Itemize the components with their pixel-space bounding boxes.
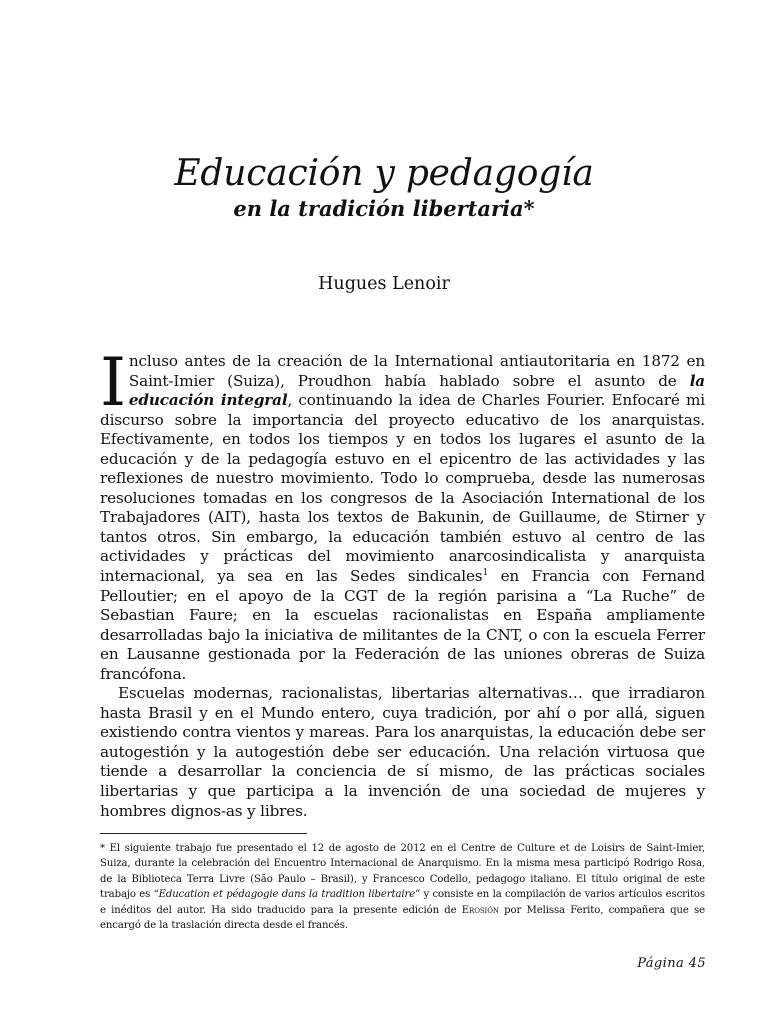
footnote-text-a: * El siguiente trabajo fue presentado el 12 de agosto de 2012 en el Centre de Culture et de Loisirs de Saint-Imier, Suiza, durante la celebración del Encuentro Internacional de Anarquismo. En la misma mesa participó Rodrigo Rosa, de la Biblioteca Terra Livre (São Paulo – Brasil), y Francesco Codello, pedagogo italiano. El título original de este trabajo es “ bbox=[100, 843, 705, 901]
author-name: Hugues Lenoir bbox=[318, 274, 450, 294]
article-title: Educación y pedagogía bbox=[174, 153, 594, 194]
article-body bbox=[100, 344, 705, 821]
drop-cap: I bbox=[100, 344, 126, 421]
paragraph-2: Escuelas modernas, racionalistas, libertarias alternativas… que irradiaron hasta Brasil y en el Mundo entero, cuya tradición, por ahí o por allá, siguen existiendo contra vientos y mareas. Para los anarquistas, la educación debe ser autogestión y la autogestión debe ser educación. Una relación virtuosa que tiende a desarrollar la conciencia de sí mismo, de las prácticas sociales libertarias y que participa a la invención de una sociedad de mujeres y hombres dignos-as y libres. bbox=[100, 684, 705, 820]
footnote-reference: 1 bbox=[482, 567, 489, 578]
footnote-publication: Erosión bbox=[461, 904, 499, 916]
footnote-divider bbox=[100, 833, 307, 834]
paragraph-1-text-c: en Francia con Fernand Pelloutier; en el apoyo de la CGT de la región parisina a “La Ruche” de Sebastian Faure; en la escuelas racionalistas en España ampliamente desarrolladas bajo la iniciativa de militantes de la CNT, o con la escuela Ferrer en Lausanne gestionada por la Federación de las uniones obreras de Suiza francófona. bbox=[100, 567, 705, 683]
paragraph-1-text-b: , continuando la idea de Charles Fourier. Enfocaré mi discurso sobre la importancia del proyecto educativo de los anarquistas. Efectivamente, en todos los tiempos y en todos los lugares el asunto de la educación y de la pedagogía estuvo en el epicentro de las actividades y las reflexiones de nuestro movimiento. Todo lo comprueba, desde las numerosas resoluciones tomadas en los congresos de la Asociación International de los Trabajadores (AIT), hasta los textos de Bakunin, de Guillaume, de Stirner y tantos otros. Sin embargo, la educación también estuvo al centro de las actividades y prácticas del movimiento anarcosindicalista y anarquista internacional, ya sea en las Sedes sindicales bbox=[100, 391, 705, 586]
footnote-text-b: ” y consiste en la compilación de varios artículos escritos e inéditos del autor. Ha sido traducido para la presente edición de bbox=[100, 889, 705, 916]
footnote-original-title: Education et pédagogie dans la tradition libertaire bbox=[158, 889, 416, 901]
paragraph-1 bbox=[100, 344, 705, 684]
page-number: Página 45 bbox=[637, 956, 706, 971]
article-subtitle: en la tradición libertaria* bbox=[233, 196, 535, 221]
paragraph-1-emphasis: la educación integral bbox=[128, 371, 705, 410]
paragraph-1-text-a: ncluso antes de la creación de la International antiautoritaria en 1872 en Saint-Imier (Suiza), Proudhon había hablado sobre el asunto de bbox=[128, 352, 705, 390]
footnote bbox=[100, 841, 705, 933]
footnote-text-c: por Melissa Ferito, compañera que se encargó de la traslación directa desde el francés. bbox=[100, 904, 705, 932]
